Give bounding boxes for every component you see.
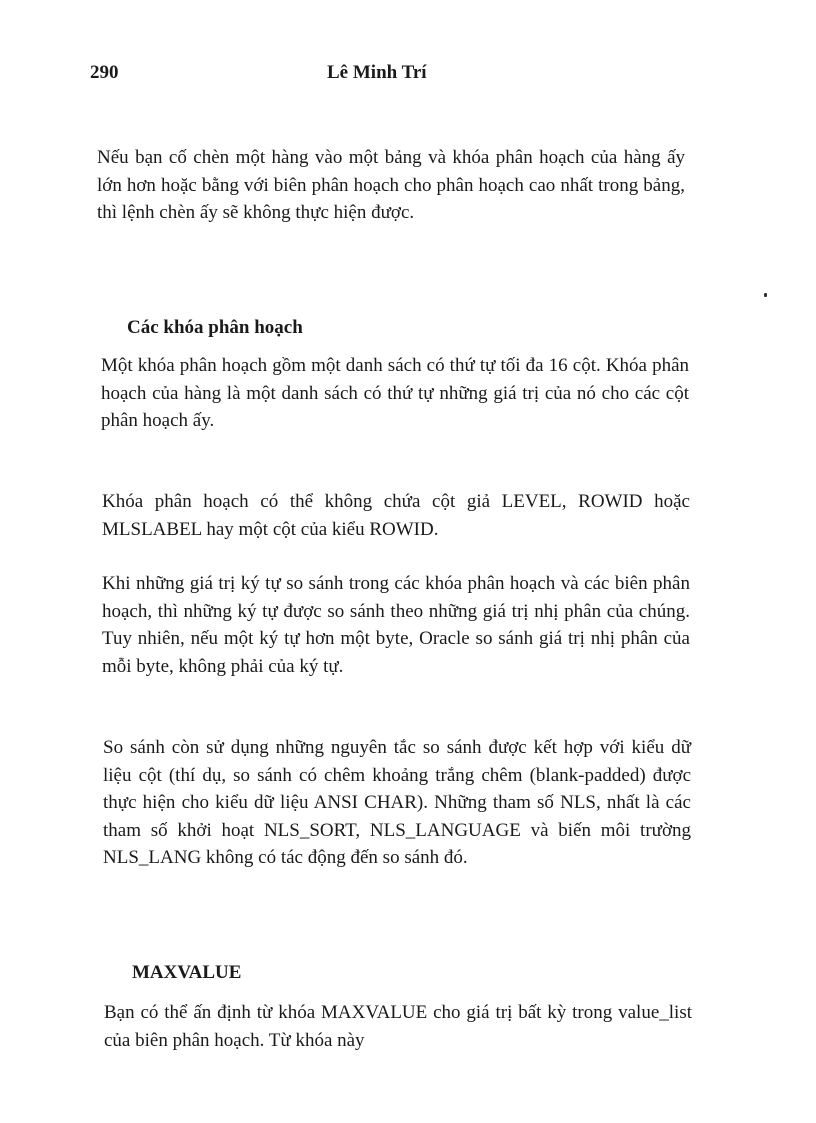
paragraph-text: Khi những giá trị ký tự so sánh trong các khóa phân hoạch và các biên phân hoạch, thì những ký tự được so sánh theo những giá trị nhị phân của chúng. Tuy nhiên, nếu một ký tự hơn một byte, Oracle so sánh giá trị nhị phân của mỗi byte, không phải của ký tự. xyxy=(102,573,690,677)
paragraph-text: Nếu bạn cố chèn một hàng vào một bảng và khóa phân hoạch của hàng ấy lớn hơn hoặc bằng với biên phân hoạch cho phân hoạch cao nhất trong bảng, thì lệnh chèn ấy sẽ không thực hiện được. xyxy=(97,147,685,223)
paragraph xyxy=(97,144,685,227)
page-number: 290 xyxy=(90,62,119,83)
running-head-author: Lê Minh Trí xyxy=(327,62,427,83)
section-heading: Các khóa phân hoạch xyxy=(127,317,303,338)
paragraph-text: So sánh còn sử dụng những nguyên tắc so sánh được kết hợp với kiểu dữ liệu cột (thí dụ, so sánh có chêm khoảng trắng chêm (blank-padded) được thực hiện cho kiểu dữ liệu ANSI CHAR). Những tham số NLS, nhất là các tham số khởi hoạt NLS_SORT, NLS_LANGUAGE và biến môi trường NLS_LANG không có tác động đến so sánh đó. xyxy=(103,737,691,868)
paragraph xyxy=(104,999,692,1054)
paragraph-text: Khóa phân hoạch có thể không chứa cột giả LEVEL, ROWID hoặc MLSLABEL hay một cột của kiểu ROWID. xyxy=(102,491,690,540)
paragraph xyxy=(102,570,690,680)
paragraph xyxy=(101,352,689,435)
paragraph-text: Bạn có thể ấn định từ khóa MAXVALUE cho giá trị bất kỳ trong value_list của biên phân hoạch. Từ khóa này xyxy=(104,1002,692,1051)
paragraph-text: Một khóa phân hoạch gồm một danh sách có thứ tự tối đa 16 cột. Khóa phân hoạch của hàng là một danh sách có thứ tự những giá trị của nó cho các cột phân hoạch ấy. xyxy=(101,355,689,431)
scan-speck xyxy=(764,293,767,297)
paragraph xyxy=(102,488,690,543)
section-heading: MAXVALUE xyxy=(132,962,242,983)
page-header xyxy=(90,62,690,88)
paragraph xyxy=(103,734,691,872)
